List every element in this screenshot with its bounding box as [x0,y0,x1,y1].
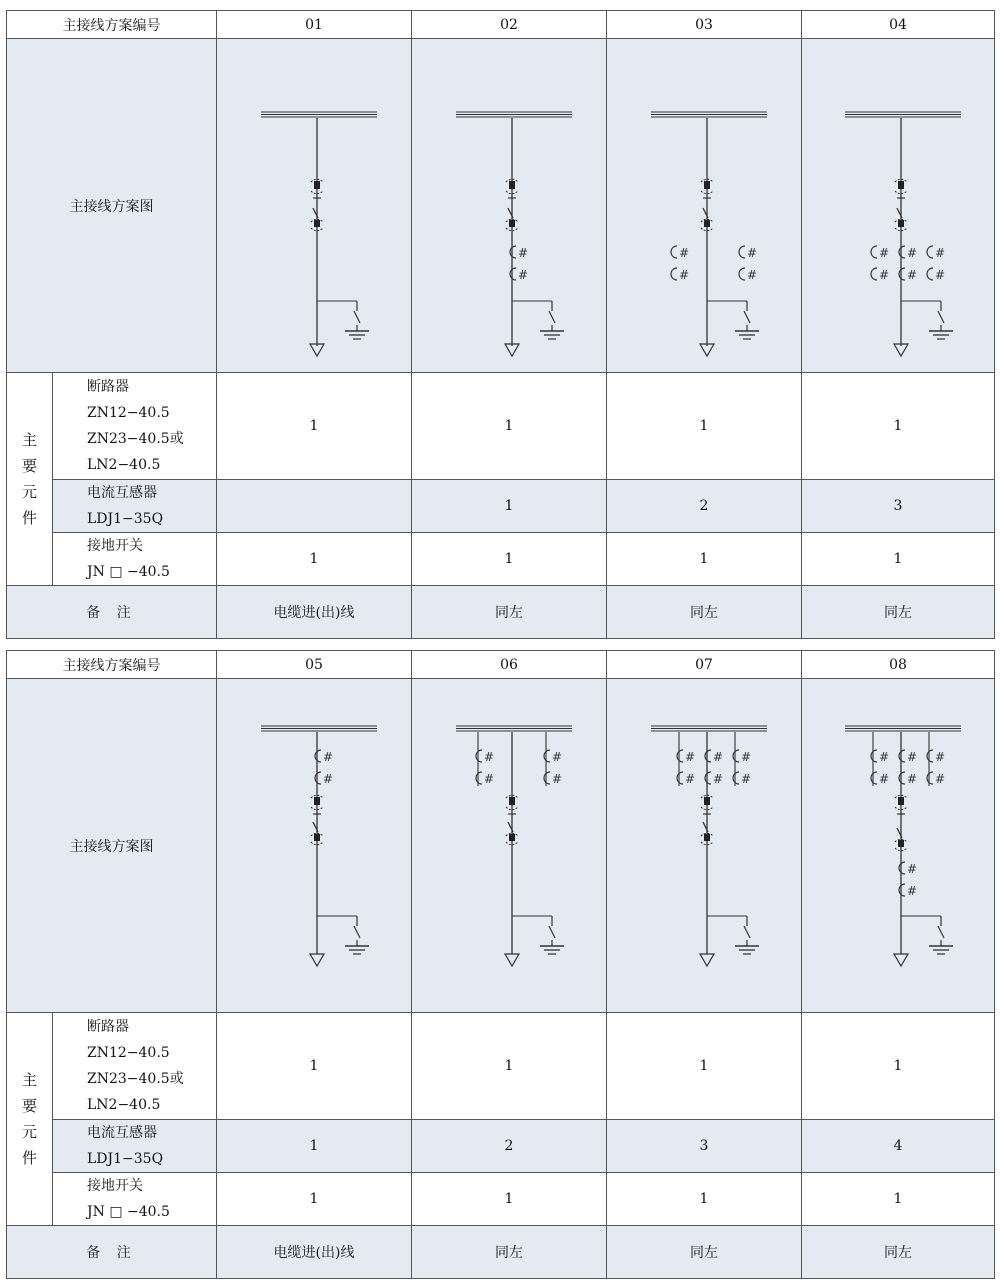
earthing-switch-symbol [345,916,369,954]
scheme-table-2 [6,650,995,1279]
busbar [456,726,572,731]
current-transformer-symbol [677,750,695,786]
svg-text:#: # [907,749,918,764]
ct-qty-03: 2 [607,480,802,533]
scheme-number-06: 06 [412,651,607,679]
earthing-switch-symbol [345,301,369,339]
busbar [261,726,377,731]
svg-text:#: # [713,771,724,786]
wiring-diagram-01 [217,39,412,373]
remarks-label: 备 注 [7,1226,217,1279]
remark-03: 同左 [607,586,802,639]
cable-termination-icon [894,954,908,966]
svg-text:#: # [935,771,946,786]
remark-04: 同左 [802,586,995,639]
svg-text:#: # [484,749,495,764]
current-transformer-symbol [544,750,562,786]
breaker-qty-08: 1 [802,1013,995,1120]
current-transformer-symbol [927,750,945,786]
scheme-number-01: 01 [217,11,412,39]
svg-text:#: # [879,245,890,260]
scheme-number-label: 主接线方案编号 [7,651,217,679]
svg-text:#: # [907,861,918,876]
earthing-switch-symbol [929,916,953,954]
ct-label: 电流互感器 LDJ1−35Q [53,1120,217,1173]
svg-text:#: # [679,267,690,282]
scheme-number-05: 05 [217,651,412,679]
remark-07: 同左 [607,1226,802,1279]
es-qty-01: 1 [217,533,412,586]
remark-06: 同左 [412,1226,607,1279]
remark-01: 电缆进(出)线 [217,586,412,639]
svg-text:#: # [741,749,752,764]
remark-05: 电缆进(出)线 [217,1226,412,1279]
earthing-switch-symbol [735,916,759,954]
svg-text:#: # [879,749,890,764]
svg-text:#: # [552,749,563,764]
svg-text:#: # [935,245,946,260]
ct-qty-08: 4 [802,1120,995,1173]
es-qty-08: 1 [802,1173,995,1226]
ct-qty-04: 3 [802,480,995,533]
svg-text:#: # [713,749,724,764]
wiring-diagram-05 [217,679,412,1013]
breaker-qty-05: 1 [217,1013,412,1120]
es-qty-07: 1 [607,1173,802,1226]
current-transformer-symbol [899,750,917,786]
svg-text:#: # [879,267,890,282]
breaker-qty-03: 1 [607,373,802,480]
scheme-number-08: 08 [802,651,995,679]
es-qty-03: 1 [607,533,802,586]
scheme-number-04: 04 [802,11,995,39]
current-transformer-symbol [899,862,917,898]
current-transformer-symbol [476,750,494,786]
remark-02: 同左 [412,586,607,639]
current-transformer-symbol [671,246,689,282]
svg-text:#: # [747,267,758,282]
busbar [845,726,961,731]
cable-termination-icon [310,954,324,966]
svg-text:#: # [323,749,334,764]
breaker-label: 断路器 ZN12−40.5 ZN23−40.5或 LN2−40.5 [53,1013,217,1120]
main-components-label: 主 要 元 件 [7,373,53,586]
earthing-switch-symbol [540,916,564,954]
remarks-label: 备 注 [7,586,217,639]
busbar [651,112,767,117]
breaker-qty-02: 1 [412,373,607,480]
ct-qty-06: 2 [412,1120,607,1173]
main-components-label: 主 要 元 件 [7,1013,53,1226]
svg-text:#: # [907,245,918,260]
ct-qty-02: 1 [412,480,607,533]
earthing-switch-symbol [540,301,564,339]
wiring-diagram-07 [607,679,802,1013]
svg-text:#: # [747,245,758,260]
breaker-qty-01: 1 [217,373,412,480]
svg-text:#: # [935,267,946,282]
svg-text:#: # [907,883,918,898]
cable-termination-icon [505,954,519,966]
ct-qty-05: 1 [217,1120,412,1173]
earthing-switch-symbol [929,301,953,339]
busbar [456,112,572,117]
cable-termination-icon [700,954,714,966]
ct-qty-01 [217,480,412,533]
svg-text:#: # [518,245,529,260]
wiring-diagram-02 [412,39,607,373]
svg-text:#: # [679,245,690,260]
wiring-diagram-04 [802,39,995,373]
remark-08: 同左 [802,1226,995,1279]
earthing-switch-symbol [735,301,759,339]
earthing-switch-label: 接地开关 JN □ −40.5 [53,533,217,586]
current-transformer-symbol [871,246,889,282]
current-transformer-symbol [899,246,917,282]
svg-text:#: # [685,749,696,764]
svg-text:#: # [741,771,752,786]
current-transformer-symbol [705,750,723,786]
wiring-diagram-06 [412,679,607,1013]
current-transformer-symbol [927,246,945,282]
current-transformer-symbol [733,750,751,786]
breaker-qty-06: 1 [412,1013,607,1120]
current-transformer-symbol [315,750,333,786]
scheme-number-02: 02 [412,11,607,39]
breaker-qty-04: 1 [802,373,995,480]
svg-text:#: # [518,267,529,282]
es-qty-06: 1 [412,1173,607,1226]
svg-text:#: # [879,771,890,786]
svg-text:#: # [323,771,334,786]
breaker-qty-07: 1 [607,1013,802,1120]
breaker-label: 断路器 ZN12−40.5 ZN23−40.5或 LN2−40.5 [53,373,217,480]
svg-text:#: # [907,771,918,786]
current-transformer-symbol [739,246,757,282]
svg-text:#: # [935,749,946,764]
ct-qty-07: 3 [607,1120,802,1173]
current-transformer-symbol [871,750,889,786]
svg-text:#: # [552,771,563,786]
busbar [651,726,767,731]
diagram-label: 主接线方案图 [7,39,217,373]
svg-text:#: # [685,771,696,786]
es-qty-05: 1 [217,1173,412,1226]
svg-text:#: # [907,267,918,282]
scheme-number-03: 03 [607,11,802,39]
svg-text:#: # [484,771,495,786]
earthing-switch-label: 接地开关 JN □ −40.5 [53,1173,217,1226]
es-qty-04: 1 [802,533,995,586]
busbar [845,112,961,117]
scheme-table-1 [6,10,995,639]
ct-label: 电流互感器 LDJ1−35Q [53,480,217,533]
diagram-label: 主接线方案图 [7,679,217,1013]
wiring-diagram-03 [607,39,802,373]
busbar [261,112,377,117]
scheme-number-label: 主接线方案编号 [7,11,217,39]
current-transformer-symbol [510,246,528,282]
scheme-number-07: 07 [607,651,802,679]
wiring-diagram-08 [802,679,995,1013]
es-qty-02: 1 [412,533,607,586]
